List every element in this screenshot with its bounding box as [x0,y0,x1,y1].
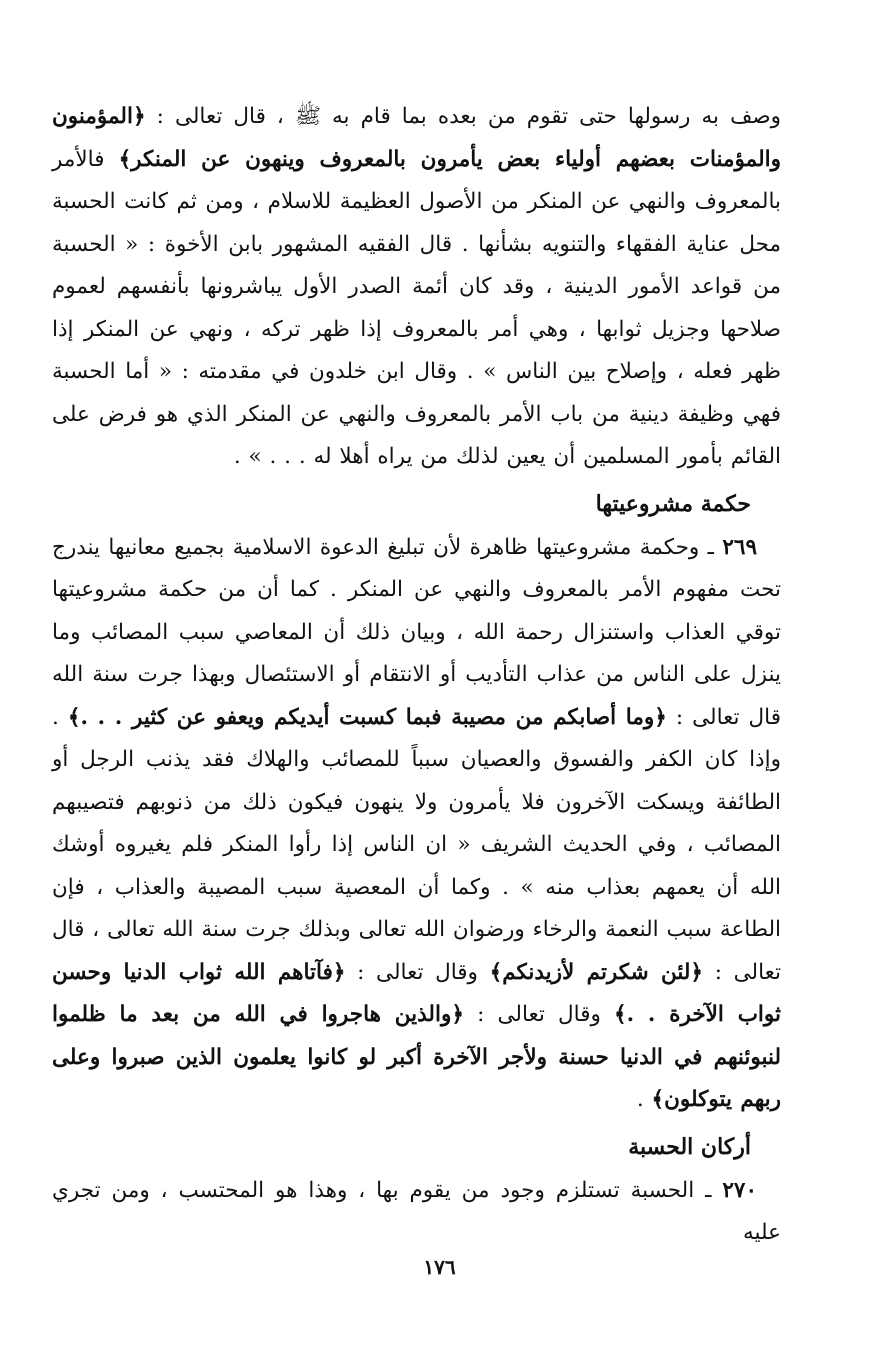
page-number: ١٧٦ [423,1255,456,1279]
p269-text-2: . وإذا كان الكفر والفسوق والعصيان سبباً للمصائب والهلاك فقد يذنب الرجل أو الطائفة ويسكت الآخرون فلا يأمرون ولا ينهون فيكون ذلك من ذنوبهم فتصيبهم المصائب ، وفي الحديث الشريف « ان الناس إذا رأوا المنكر فلم يغيروه أوشك الله أن يعمهم بعذاب منه » . وكما أن المعصية سبب المصيبة والعذاب ، فإن الطاعة سبب النعمة والرخاء ورضوان الله تعالى وبذلك جرت سنة الله تعالى ، قال تعالى : [52,704,781,985]
section-heading-wisdom: حكمة مشروعيتها [595,490,751,517]
p270-text-1: ـ الحسبة تستلزم وجود من يقوم بها ، وهذا هو المحتسب ، ومن تجري عليه [52,1177,781,1245]
intro-text-2: فالأمر بالمعروف والنهي عن المنكر من الأصول العظيمة للاسلام ، ومن ثم كانت الحسبة محل عناية الفقهاء والتنويه بشأنها . قال الفقيه المشهور بابن الأخوة : « الحسبة من قواعد الأمور الدينية ، وقد كان أئمة الصدر الأول يباشرونها بأنفسهم لعموم صلاحها وجزيل ثوابها ، وهي أمر بالمعروف إذا ظهر تركه ، ونهي عن المنكر إذا ظهر فعله ، وإصلاح بين الناس » . وقال ابن خلدون في مقدمته : « أما الحسبة فهي وظيفة دينية من باب الأمر بالمعروف والنهي عن المنكر الذي هو فرض على القائم بأمور المسلمين أن يعين لذلك من يراه أهلا له . . . » . [52,146,781,469]
paragraph-number-270: ٢٧٠ [722,1177,757,1203]
paragraph-269 [52,527,781,1122]
paragraph-270 [52,1170,781,1255]
quran-verse-reward: ﴿فآتاهم الله ثواب الدنيا وحسن ثواب الآخرة . .﴾ [52,959,781,1027]
intro-text-1: وصف به رسولها حتى تقوم من بعده بما قام به ﷺ ، قال تعالى : [145,104,781,129]
paragraph-intro [52,96,781,479]
section-heading-pillars: أركان الحسبة [628,1133,751,1160]
quran-verse-gratitude: ﴿لئن شكرتم لأزيدنكم﴾ [489,959,704,985]
quran-verse-misfortune: ﴿وما أصابكم من مصيبة فبما كسبت أيديكم ويعفو عن كثير . . .﴾ [67,704,667,730]
quran-verse-emigrants: ﴿والذين هاجروا في الله من بعد ما ظلموا لنبوئنهم في الدنيا حسنة ولأجر الآخرة أكبر لو كانوا يعلمون الذين صبروا وعلى ربهم يتوكلون﴾ [52,1002,781,1112]
p269-text-3: وقال تعالى : [345,959,490,985]
p269-text-4: وقال تعالى : [463,1002,615,1027]
p269-text-1: ـ وحكمة مشروعيتها ظاهرة لأن تبليغ الدعوة الاسلامية بجميع معانيها يندرج تحت مفهوم الأمر بالمعروف والنهي عن المنكر . كما أن من حكمة مشروعيتها توقي العذاب واستنزال رحمة الله ، وبيان ذلك أن المعاصي سبب المصائب وما ينزل على الناس من عذاب التأديب أو الانتقام أو الاستئصال وبهذا جرت سنة الله قال تعالى : [52,534,781,730]
quran-verse-believers: ﴿المؤمنون والمؤمنات بعضهم أولياء بعض يأمرون بالمعروف وينهون عن المنكر﴾ [52,104,781,172]
p269-text-5: . [636,1087,652,1112]
paragraph-number-269: ٢٦٩ [722,534,757,560]
